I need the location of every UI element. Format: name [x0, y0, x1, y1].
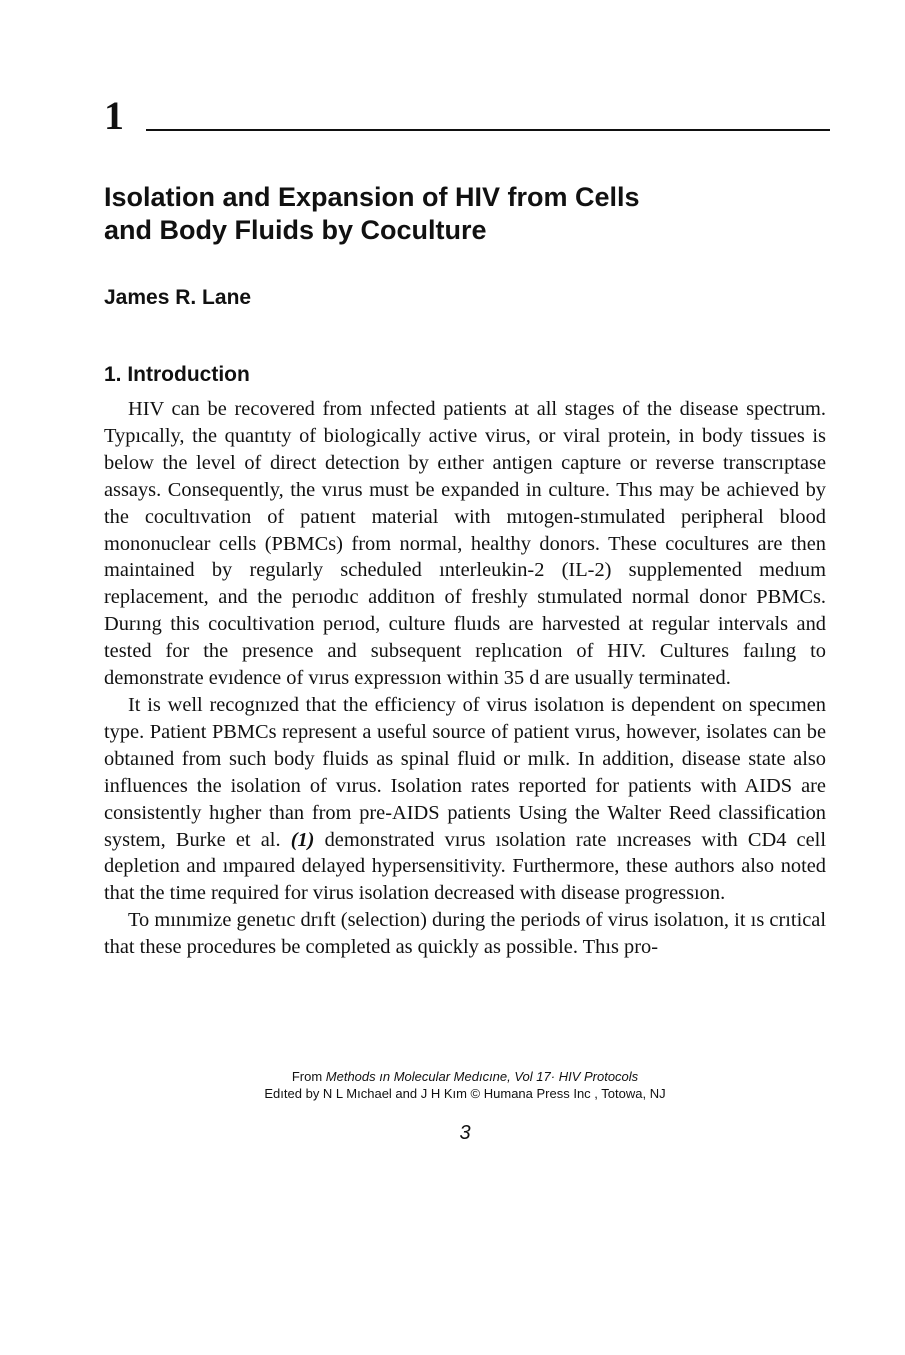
chapter-title — [104, 181, 804, 247]
author-name: James R. Lane — [104, 286, 252, 309]
paragraph: To mınımize genetıc drıft (selection) during the periods of virus isolatıon, it ıs crıtical that these procedures be completed as quickly as possible. Thıs pro- — [104, 909, 826, 959]
paragraph — [104, 692, 826, 907]
chapter-header — [104, 93, 830, 140]
chapter-rule — [146, 129, 830, 131]
chapter-number: 1 — [104, 93, 124, 138]
citation-reference: (1) — [290, 828, 315, 851]
page-number: 3 — [459, 1122, 471, 1144]
footnote-editors-line: Edıted by N L Mıchael and J H Kım © Humana Press Inc , Totowa, NJ — [264, 1086, 666, 1101]
section-heading: 1. Introduction — [104, 363, 250, 386]
footnote-from-label: From — [291, 1069, 326, 1084]
paragraph: HIV can be recovered from ınfected patients at all stages of the disease spectrum. Typıcally, the quantıty of biologically active virus, or viral protein, in body tissues is below the level of direct detection by eıther antigen capture or reverse transcrıptase assays. Consequently, the vırus must be expanded in culture. Thıs may be achieved by the cocultıvation of patıent material with mıtogen-stımulated peripheral blood mononuclear cells (PBMCs) from normal, healthy donors. These cocultures are then maintained by regularly scheduled ınterleukin-2 (IL-2) supplemented medıum replacement, and the perıodıc additıon of freshly stımulated normal donor PBMCs. Durıng this cocultivation perıod, culture fluıds are harvested at regular intervals and tested for the presence and subsequent replıcation of HIV. Cultures faılıng to demonstrate evıdence of vırus expressıon within 35 d are usually terminated. — [104, 398, 826, 690]
paragraph-text: demonstrated vırus ısolation rate ıncreases with CD4 cell depletion and ımpaıred delayed hypersensitivity. Furthermore, these authors also noted that the time required for virus isolation decreased with disease progressıon. — [104, 828, 826, 905]
body-text — [104, 396, 826, 961]
source-footnote — [104, 1068, 826, 1102]
paragraph-text: It is well recognızed that the efficiency of virus isolatıon is dependent on specımen type. Patient PBMCs represent a useful source of patient vırus, however, isolates can be obtaıned from such body fluids as spinal fluid or mılk. In addition, disease state also influences the isolation of vırus. Isolation rates reported for patients with AIDS are consistently hıgher than from pre-AIDS patients Using the Walter Reed classification system, Burke et al. — [104, 693, 826, 851]
footnote-source-line — [104, 1068, 826, 1085]
footnote-book-title: Methods ın Molecular Medıcıne, Vol 17· HIV Protocols — [325, 1069, 639, 1084]
chapter-title-line-2: and Body Fluids by Coculture — [104, 215, 487, 245]
chapter-title-line-1: Isolation and Expansion of HIV from Cells — [104, 182, 640, 212]
